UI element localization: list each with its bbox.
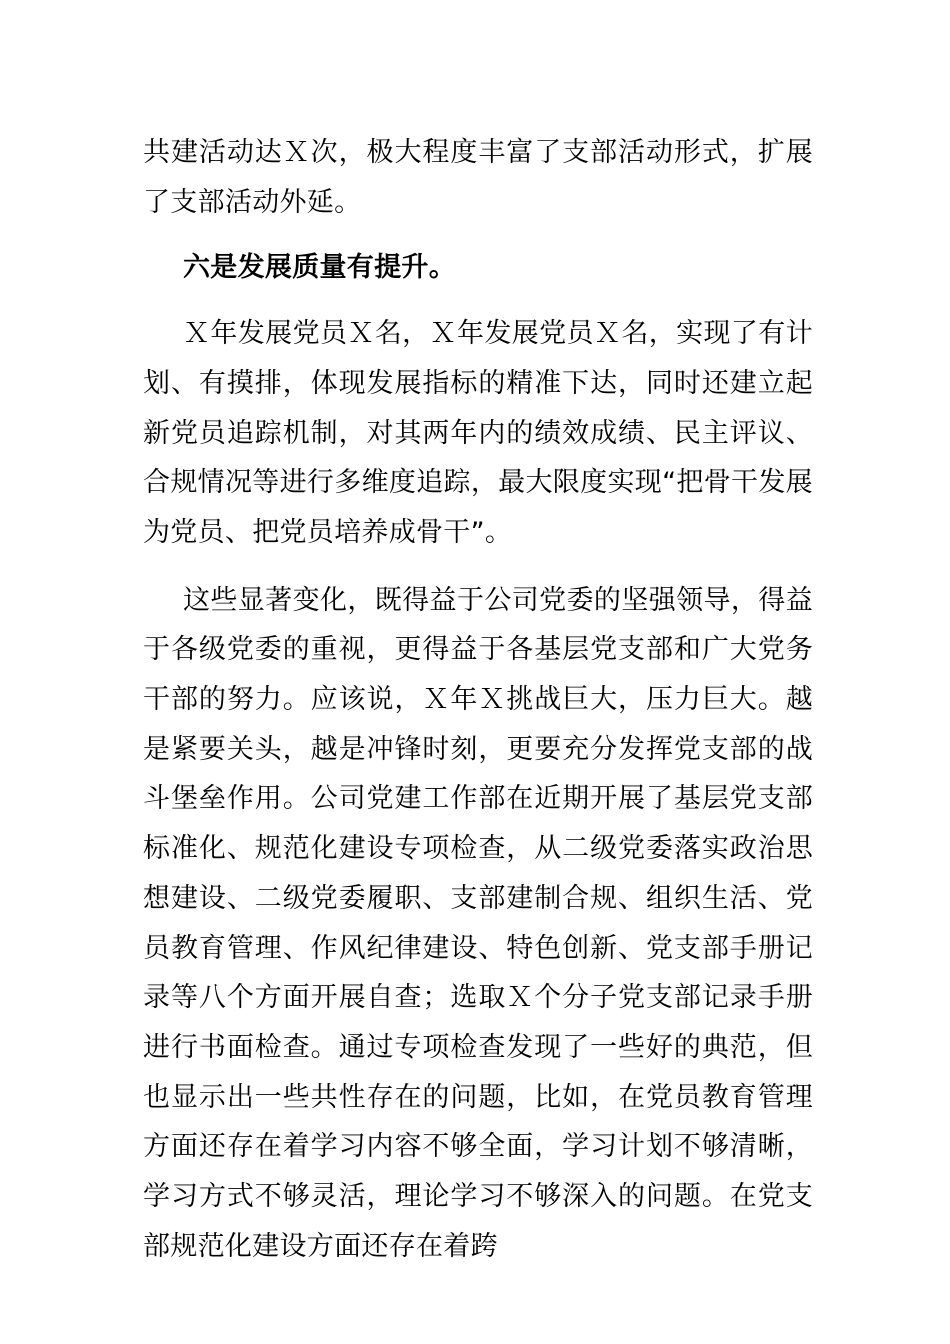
- paragraph-continuation: 共建活动达Ｘ次，极大程度丰富了支部活动形式，扩展了支部活动外延。: [143, 137, 813, 218]
- section-heading-six: 六是发展质量有提升。: [183, 252, 456, 284]
- paragraph-inspection-findings: 这些显著变化，既得益于公司党委的坚强领导，得益于各级党委的重视，更得益于各基层党支部和广大党务干部的努力。应该说，Ｘ年Ｘ挑战巨大，压力巨大。越是紧要关头，越是冲锋时刻，更要充分发挥党支部的战斗堡垒作用。公司党建工作部在近期开展了基层党支部标准化、规范化建设专项检查，从二级党委落实政治思想建设、二级党委履职、支部建制合规、组织生活、党员教育管理、作风纪律建设、特色创新、党支部手册记录等八个方面开展自查；选取Ｘ个分子党支部记录手册进行书面检查。通过专项检查发现了一些好的典范，但也显示出一些共性存在的问题，比如，在党员教育管理方面还存在着学习内容不够全面，学习计划不够清晰，学习方式不够灵活，理论学习不够深入的问题。在党支部规范化建设方面还存在着跨: [143, 584, 813, 1262]
- paragraph-party-member-development: Ｘ年发展党员Ｘ名，Ｘ年发展党员Ｘ名，实现了有计划、有摸排，体现发展指标的精准下达，同时还建立起新党员追踪机制，对其两年内的绩效成绩、民主评议、合规情况等进行多维度追踪，最大限度实现“把骨干发展为党员、把党员培养成骨干”。: [143, 318, 813, 548]
- document-body: [143, 128, 813, 1271]
